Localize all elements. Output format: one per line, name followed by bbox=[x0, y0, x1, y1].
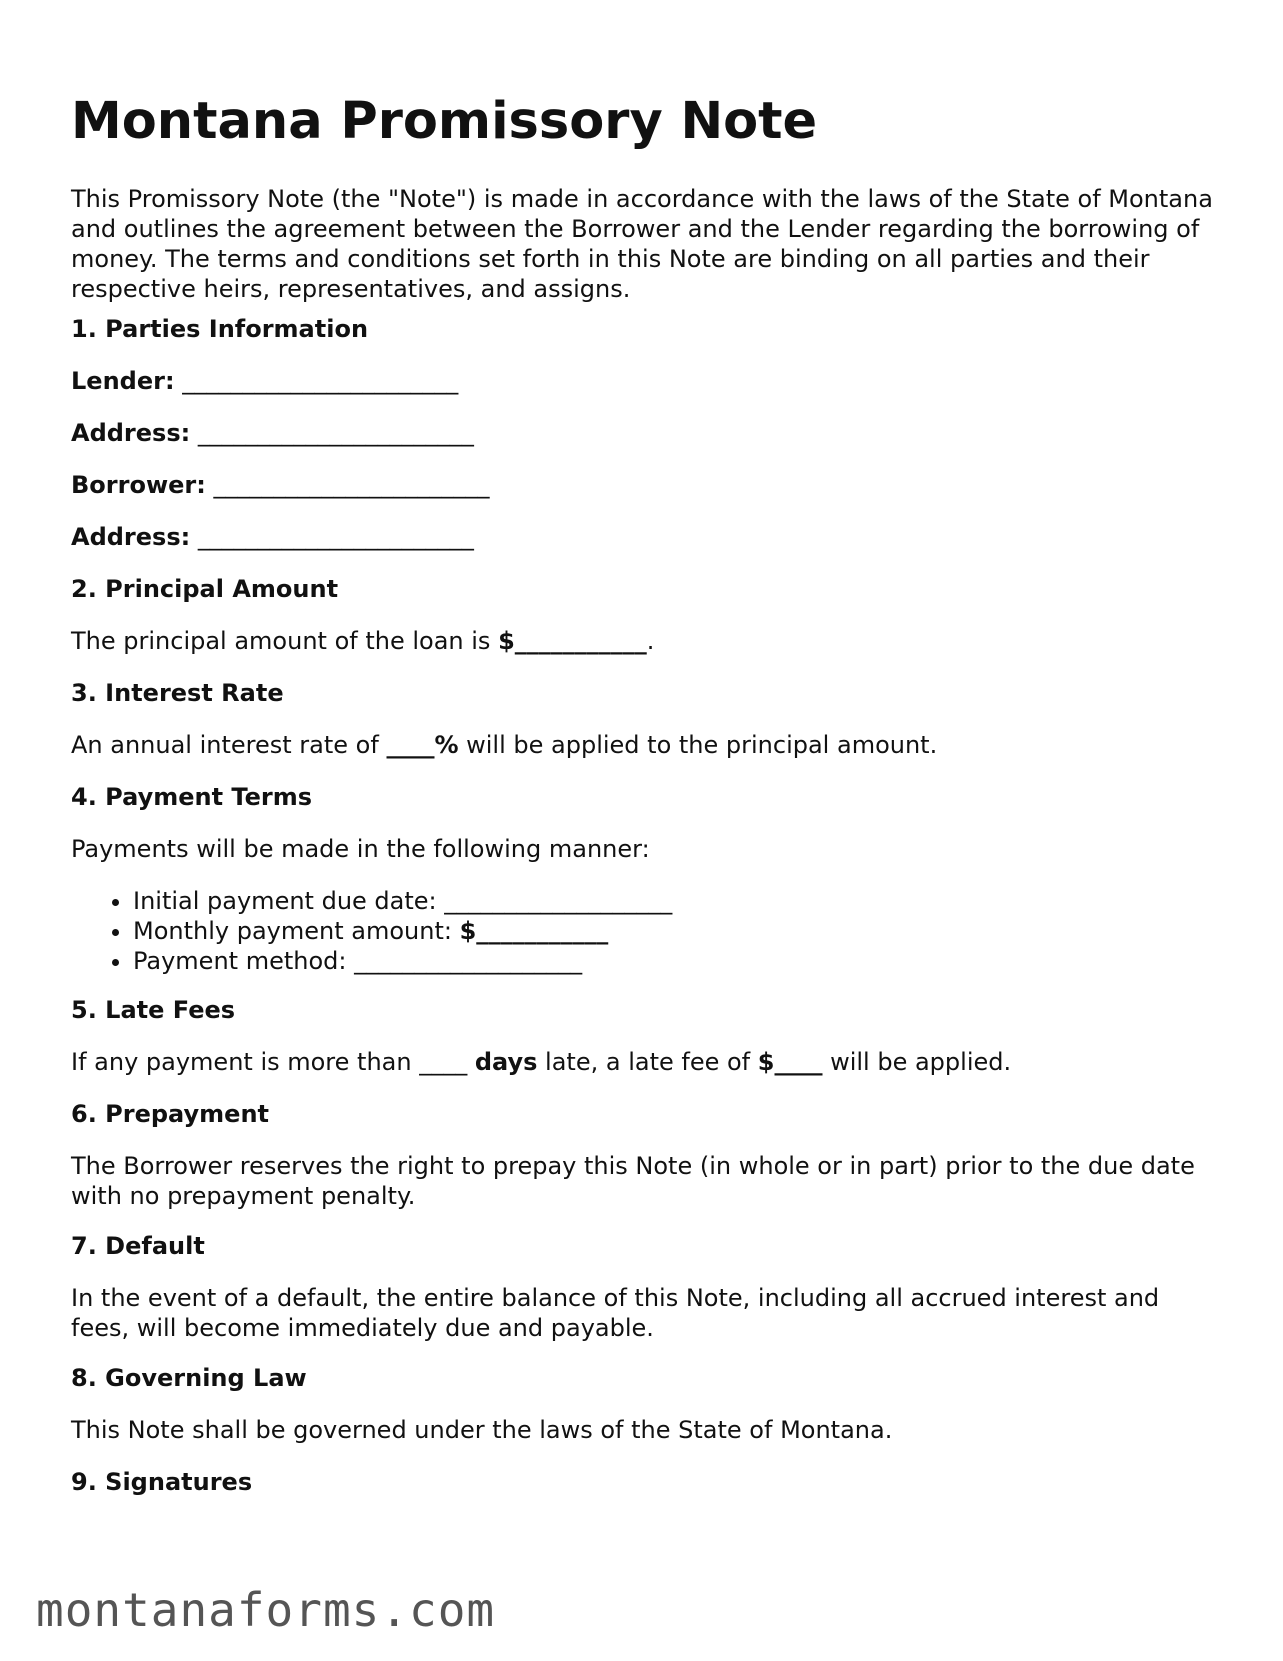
section-heading-payment-terms: 4. Payment Terms bbox=[71, 783, 313, 811]
late-fees-text-end: will be applied. bbox=[822, 1048, 1012, 1076]
section-heading-late-fees: 5. Late Fees bbox=[71, 996, 236, 1024]
governing-law-paragraph: This Note shall be governed under the laws of the State of Montana. bbox=[71, 1416, 893, 1444]
lender-blank[interactable]: _______________________ bbox=[182, 367, 459, 395]
monthly-payment-label: Monthly payment amount: bbox=[133, 917, 460, 945]
initial-payment-blank[interactable]: ___________________ bbox=[444, 887, 673, 915]
default-paragraph: In the event of a default, the entire balance of this Note, including all accrued interest and fees, will become immediately due and payable. bbox=[71, 1284, 1160, 1342]
lender-address-blank[interactable]: _______________________ bbox=[197, 419, 474, 447]
interest-paragraph bbox=[71, 730, 1221, 760]
borrower-line bbox=[71, 470, 1221, 500]
monthly-payment-blank[interactable]: $___________ bbox=[459, 917, 609, 945]
late-fees-text-mid: late, a late fee of bbox=[537, 1048, 758, 1076]
interest-rate-blank[interactable]: ____% bbox=[386, 731, 459, 759]
late-fees-text: If any payment is more than ____ bbox=[71, 1048, 475, 1076]
lender-address-line bbox=[71, 418, 1221, 448]
borrower-blank[interactable]: _______________________ bbox=[213, 471, 490, 499]
interest-text: An annual interest rate of bbox=[71, 731, 387, 759]
borrower-address-label: Address: bbox=[71, 523, 191, 551]
intro-paragraph: This Promissory Note (the "Note") is made in accordance with the laws of the State of Montana and outlines the agreement between the Borrower and the Lender regarding the borrowing of money. The terms and conditions set forth in this Note are binding on all parties and their respective heirs, representatives, and assigns. bbox=[71, 185, 1213, 303]
interest-text-end: will be applied to the principal amount. bbox=[458, 731, 938, 759]
section-heading-governing-law: 8. Governing Law bbox=[71, 1364, 307, 1392]
list-item bbox=[133, 886, 672, 916]
list-item bbox=[133, 916, 672, 946]
borrower-address-blank[interactable]: _______________________ bbox=[197, 523, 474, 551]
watermark: montanaforms.com bbox=[36, 1583, 496, 1637]
late-fees-days: days bbox=[474, 1048, 538, 1076]
payment-terms-list bbox=[71, 886, 672, 976]
principal-text: The principal amount of the loan is bbox=[71, 627, 499, 655]
section-heading-interest: 3. Interest Rate bbox=[71, 679, 284, 707]
payment-method-blank[interactable]: ___________________ bbox=[354, 947, 583, 975]
lender-label: Lender: bbox=[71, 367, 175, 395]
borrower-label: Borrower: bbox=[71, 471, 206, 499]
lender-line bbox=[71, 366, 1221, 396]
section-heading-principal: 2. Principal Amount bbox=[71, 575, 339, 603]
payment-method-label: Payment method: bbox=[133, 947, 355, 975]
principal-amount-blank[interactable]: $___________ bbox=[498, 627, 647, 655]
lender-address-label: Address: bbox=[71, 419, 191, 447]
section-heading-prepayment: 6. Prepayment bbox=[71, 1100, 269, 1128]
late-fee-blank[interactable]: $____ bbox=[757, 1048, 823, 1076]
section-heading-default: 7. Default bbox=[71, 1232, 205, 1260]
initial-payment-label: Initial payment due date: bbox=[133, 887, 445, 915]
prepayment-paragraph: The Borrower reserves the right to prepay this Note (in whole or in part) prior to the due date with no prepayment penalty. bbox=[71, 1152, 1195, 1210]
list-item bbox=[133, 946, 672, 976]
principal-text-end: . bbox=[646, 627, 655, 655]
borrower-address-line bbox=[71, 522, 1221, 552]
payment-terms-paragraph: Payments will be made in the following manner: bbox=[71, 835, 650, 863]
late-fees-paragraph bbox=[71, 1047, 1221, 1077]
section-heading-parties: 1. Parties Information bbox=[71, 315, 369, 343]
principal-paragraph bbox=[71, 626, 1221, 656]
section-heading-signatures: 9. Signatures bbox=[71, 1468, 253, 1496]
page-title: Montana Promissory Note bbox=[71, 92, 818, 151]
